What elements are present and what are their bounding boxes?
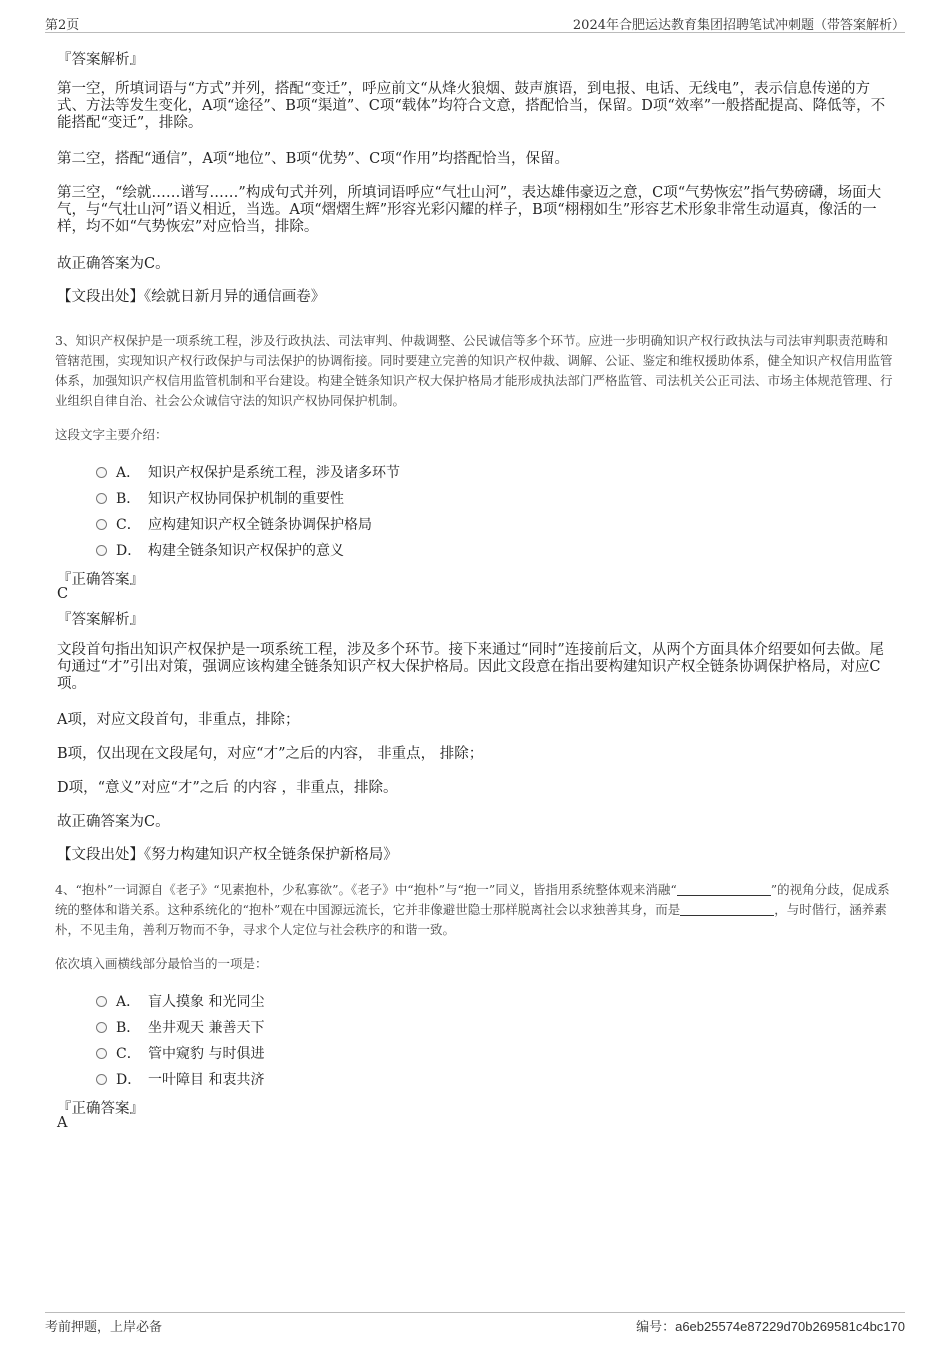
q3-answer-label: 『正确答案』: [57, 572, 144, 588]
q3-analysis-para-1: 文段首句指出知识产权保护是一项系统工程，涉及多个环节。接下来通过“同时”连接前后文，从两个方面具体介绍要如何去做。尾句通过“才”引出对策，强调应该构建全链条知识产权大保护格局。因此文段意在指出要构建知识产权全链条协调保护格局，对应C项。: [57, 642, 884, 692]
radio-icon[interactable]: [96, 1074, 107, 1085]
answer-blank-2: [680, 903, 774, 916]
q3-answer: C: [57, 586, 69, 602]
footer-slogan: 考前押题，上岸必备: [45, 1320, 163, 1335]
q4-stem-part-3: ，与时偕行，涵养素朴，不见圭角，善利万物而不争，寻求个人定位与社会秩序的和谐一致。: [55, 902, 887, 937]
document-code: [636, 1316, 905, 1335]
q2-analysis-para-2: 第二空，搭配“通信”，A项“地位”、B项“优势”、C项“作用”均搭配恰当，保留。: [57, 151, 570, 167]
option-text: 盲人摸象 和光同尘: [148, 994, 265, 1010]
option-text: 知识产权协同保护机制的重要性: [148, 491, 344, 507]
code-label: 编号：: [636, 1320, 676, 1335]
q3-conclusion: 故正确答案为C。: [57, 814, 170, 830]
option-letter: B．: [116, 491, 141, 507]
q4-option-b[interactable]: [96, 1017, 264, 1037]
page-header: [45, 12, 905, 33]
code-value: a6eb25574e87229d70b269581c4bc170: [675, 1319, 905, 1334]
document-title: 2024年合肥运达教育集团招聘笔试冲刺题（带答案解析）: [572, 18, 905, 33]
q4-answer-label: 『正确答案』: [57, 1101, 144, 1117]
option-letter: B．: [116, 1020, 141, 1036]
q3-analysis-label: 『答案解析』: [57, 612, 144, 628]
q4-option-d[interactable]: [96, 1069, 264, 1089]
q3-analysis-para-3: B项，仅出现在文段尾句，对应“才”之后的内容， 非重点， 排除；: [57, 746, 484, 762]
option-letter: D．: [116, 543, 142, 559]
q3-option-a[interactable]: [96, 462, 400, 482]
q4-option-c[interactable]: [96, 1043, 264, 1063]
q4-answer: A: [57, 1115, 68, 1131]
q2-analysis-para-1: 第一空，所填词语与“方式”并列，搭配“变迁”，呼应前文“从烽火狼烟、鼓声旗语，到电报、电话、无线电”，表示信息传递的方式、方法等发生变化，A项“途径”、B项“渠道”、C项“载体”均符合文意，搭配恰当，保留。D项“效率”一般搭配提高、降低等，不能搭配“变迁”，排除。: [57, 81, 886, 131]
option-letter: C．: [116, 517, 141, 533]
radio-icon[interactable]: [96, 467, 107, 478]
q4-prompt: 依次填入画横线部分最恰当的一项是：: [55, 956, 268, 971]
option-text: 管中窥豹 与时俱进: [148, 1046, 265, 1062]
q2-source: 【文段出处】《绘就日新月异的通信画卷》: [57, 289, 326, 305]
option-letter: C．: [116, 1046, 141, 1062]
q2-analysis-para-3: 第三空，“绘就……谱写……”构成句式并列，所填词语呼应“气壮山河”，表达雄伟豪迈之意，C项“气势恢宏”指气势磅礴，场面大气，与“气壮山河”语义相近，当选。A项“熠熠生辉”形容光彩闪耀的样子，B项“栩栩如生”形容艺术形象非常生动逼真，像活的一样，均不如“气势恢宏”对应恰当，排除。: [57, 185, 882, 235]
page-number: 第2页: [45, 18, 80, 33]
radio-icon[interactable]: [96, 545, 107, 556]
q4-option-a[interactable]: [96, 991, 264, 1011]
q3-option-c[interactable]: [96, 514, 372, 534]
option-text: 知识产权保护是系统工程，涉及诸多环节: [148, 465, 400, 481]
option-text: 构建全链条知识产权保护的意义: [148, 543, 344, 559]
q3-option-b[interactable]: [96, 488, 344, 508]
radio-icon[interactable]: [96, 519, 107, 530]
radio-icon[interactable]: [96, 996, 107, 1007]
answer-blank-1: [677, 883, 771, 896]
radio-icon[interactable]: [96, 493, 107, 504]
q3-analysis-para-4: D项，“意义”对应“才”之后 的内容 ，非重点，排除。: [57, 780, 398, 796]
q3-source: 【文段出处】《努力构建知识产权全链条保护新格局》: [57, 847, 398, 863]
page-footer: [45, 1312, 905, 1335]
option-text: 一叶障目 和衷共济: [148, 1072, 265, 1088]
option-text: 坐井观天 兼善天下: [148, 1020, 265, 1036]
option-text: 应构建知识产权全链条协调保护格局: [148, 517, 372, 533]
option-letter: D．: [116, 1072, 142, 1088]
option-letter: A．: [116, 465, 141, 481]
radio-icon[interactable]: [96, 1022, 107, 1033]
q3-prompt: 这段文字主要介绍：: [55, 427, 168, 442]
q2-conclusion: 故正确答案为C。: [57, 256, 170, 272]
option-letter: A．: [116, 994, 141, 1010]
q2-analysis-label: 『答案解析』: [57, 52, 144, 68]
q4-stem-part-1: 4、“抱朴”一词源自《老子》“见素抱朴，少私寡欲”。《老子》中“抱朴”与“抱一”同义，皆指用系统整体观来消融“: [55, 882, 677, 897]
q4-stem: [55, 880, 895, 940]
q3-option-d[interactable]: [96, 540, 344, 560]
q3-analysis-para-2: A项，对应文段首句，非重点，排除；: [57, 712, 300, 728]
q4-stem-part-2: ”的视角分歧，促成系统的整体和谐关系。这种系统化的“抱朴”观在中国源远流长，它并非像避世隐士那样脱离社会以求独善其身，而是: [55, 882, 890, 917]
q3-stem: 3、知识产权保护是一项系统工程，涉及行政执法、司法审判、仲裁调整、公民诚信等多个环节。应进一步明确知识产权行政执法与司法审判职责范畴和管辖范围，实现知识产权行政保护与司法保护的协调衔接。同时要建立完善的知识产权仲裁、调解、公证、鉴定和维权援助体系，健全知识产权信用监管体系，加强知识产权信用监管机制和平台建设。构建全链条知识产权大保护格局才能形成执法部门严格监管、司法机关公正司法、市场主体规范管理、行业组织自律自治、社会公众诚信守法的知识产权协同保护机制。: [55, 333, 893, 408]
radio-icon[interactable]: [96, 1048, 107, 1059]
